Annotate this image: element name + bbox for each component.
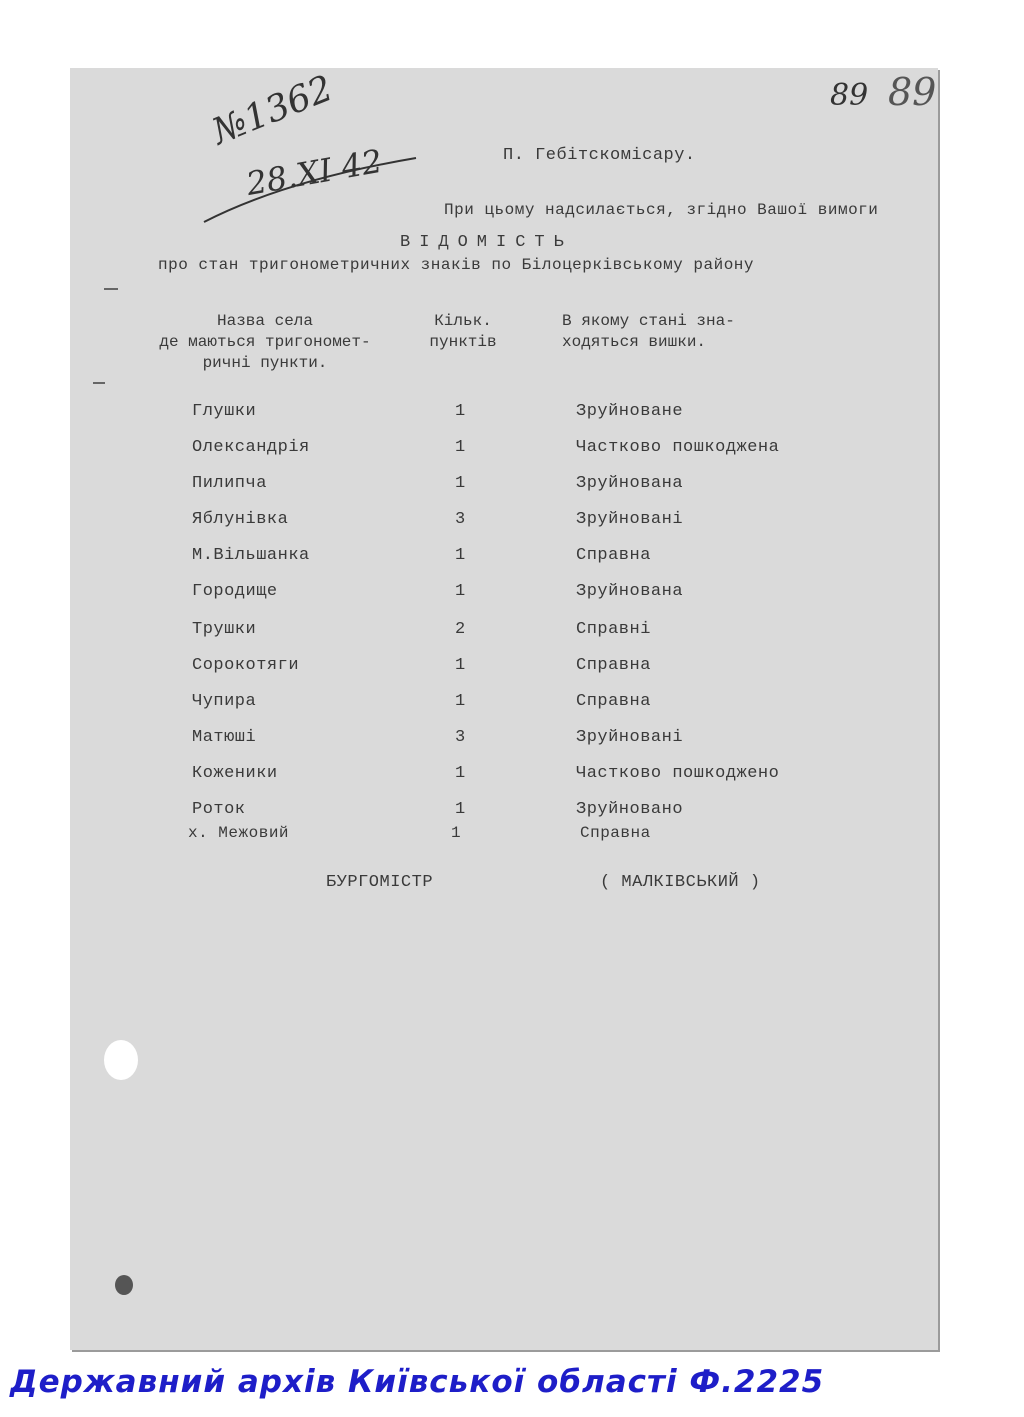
- table-cell-village: М.Вільшанка: [192, 546, 310, 565]
- table-cell-village: х. Межовий: [188, 824, 290, 842]
- column-header-state: В якому стані зна- ходяться вишки.: [562, 312, 735, 351]
- table-cell-state: Зруйноване: [576, 402, 684, 421]
- table-cell-count: 3: [455, 510, 466, 529]
- handwritten-underline: [196, 150, 436, 240]
- handwritten-registration-number: №1362: [206, 67, 339, 153]
- table-cell-state: Справна: [576, 692, 651, 711]
- binder-hole: [104, 1040, 138, 1080]
- table-cell-village: Матюші: [192, 728, 257, 747]
- table-cell-state: Зруйновано: [576, 800, 684, 819]
- table-cell-count: 1: [455, 438, 466, 457]
- intro-line: При цьому надсилається, згідно Вашої вимоги: [444, 201, 879, 219]
- table-cell-village: Роток: [192, 800, 246, 819]
- table-cell-count: 1: [455, 656, 466, 675]
- table-cell-count: 2: [455, 620, 466, 639]
- table-cell-village: Олександрія: [192, 438, 310, 457]
- binder-hole: [115, 1275, 133, 1295]
- table-cell-count: 3: [455, 728, 466, 747]
- handwritten-registration-date: 28.XI 42: [243, 141, 386, 203]
- table-cell-village: Трушки: [192, 620, 257, 639]
- table-cell-village: Коженики: [192, 764, 278, 783]
- table-cell-village: Пилипча: [192, 474, 267, 493]
- table-cell-village: Яблунівка: [192, 510, 289, 529]
- column-header-count: Кільк. пунктів: [429, 312, 497, 351]
- table-cell-state: Справна: [580, 824, 651, 842]
- handwritten-page-number-repeat: 89: [888, 70, 937, 114]
- margin-mark: [104, 288, 118, 290]
- archive-caption: Державний архів Київської області Ф.2225: [10, 1364, 825, 1400]
- signature-role: БУРГОМІСТР: [326, 873, 434, 892]
- table-cell-count: 1: [455, 764, 466, 783]
- table-cell-count: 1: [455, 402, 466, 421]
- table-cell-state: Справна: [576, 656, 651, 675]
- table-cell-state: Частково пошкоджена: [576, 438, 780, 457]
- table-cell-count: 1: [455, 582, 466, 601]
- table-cell-state: Зруйновані: [576, 510, 684, 529]
- table-cell-village: Сорокотяги: [192, 656, 300, 675]
- table-cell-village: Городище: [192, 582, 278, 601]
- column-header-village: Назва села де маються тригономет- ричні пункти.: [159, 312, 371, 372]
- document-title: ВІДОМІСТЬ: [400, 233, 573, 252]
- table-cell-count: 1: [455, 474, 466, 493]
- signature-name: ( МАЛКІВСЬКИЙ ): [600, 873, 761, 892]
- table-cell-count: 1: [455, 546, 466, 565]
- document-subtitle: про стан тригонометричних знаків по Білоцерківському району: [158, 256, 754, 274]
- table-cell-count: 1: [451, 824, 462, 842]
- table-cell-state: Справна: [576, 546, 651, 565]
- table-cell-village: Чупира: [192, 692, 257, 711]
- handwritten-page-number: 89: [830, 78, 869, 113]
- table-cell-state: Зруйнована: [576, 582, 684, 601]
- table-cell-state: Частково пошкоджено: [576, 764, 780, 783]
- table-cell-count: 1: [455, 692, 466, 711]
- table-cell-count: 1: [455, 800, 466, 819]
- addressee-line: П. Гебітскомісару.: [503, 146, 696, 165]
- margin-mark: [93, 382, 105, 384]
- table-cell-state: Зруйнована: [576, 474, 684, 493]
- table-cell-state: Справні: [576, 620, 651, 639]
- table-cell-village: Глушки: [192, 402, 257, 421]
- table-cell-state: Зруйновані: [576, 728, 684, 747]
